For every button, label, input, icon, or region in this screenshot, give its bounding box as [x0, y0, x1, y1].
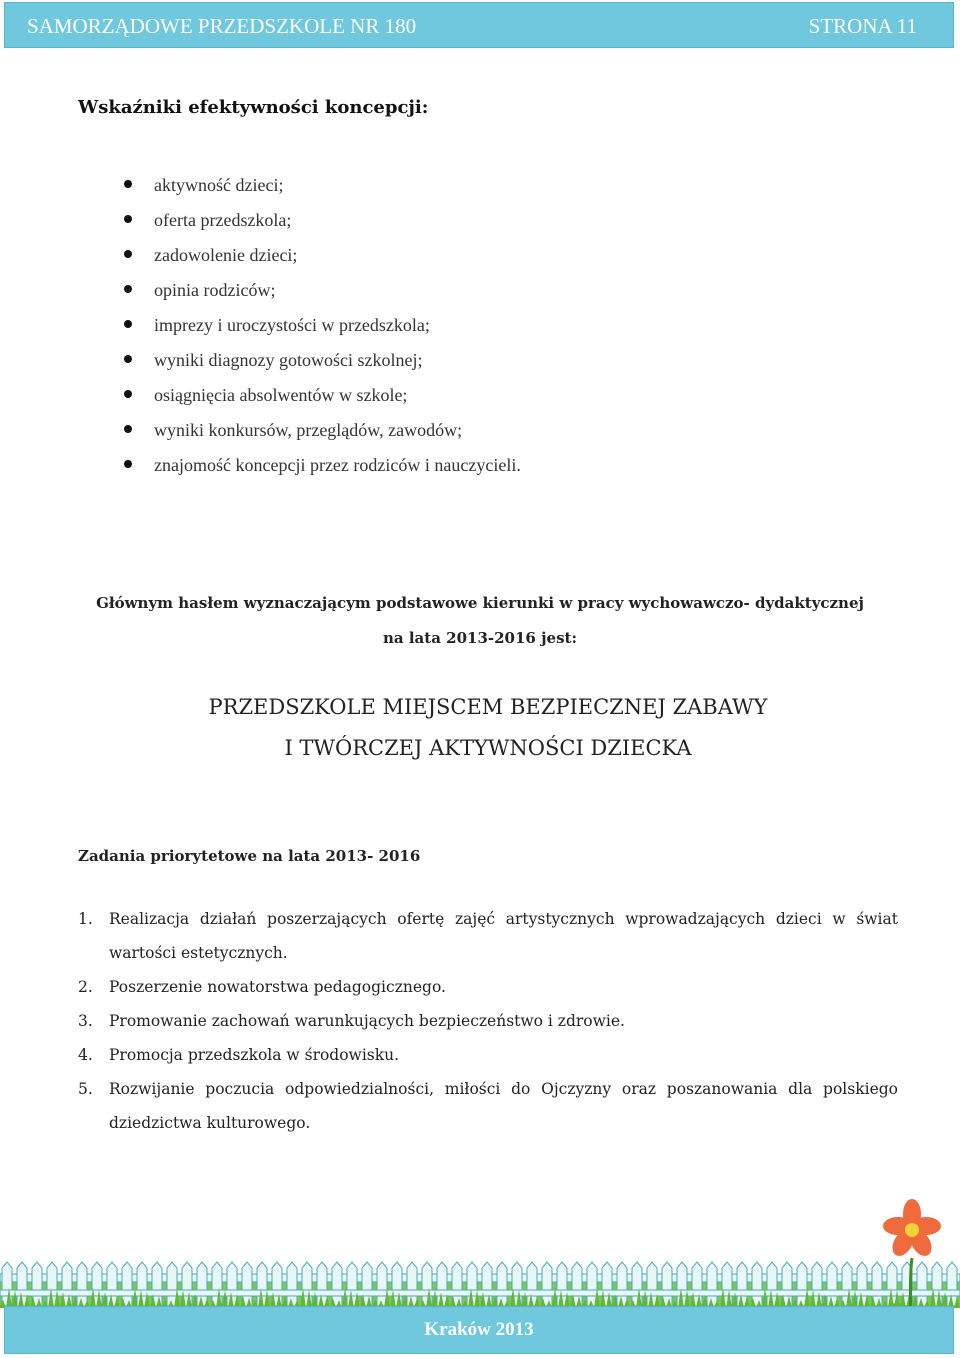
- tasks-list: [78, 902, 898, 1140]
- bullet-icon: [124, 355, 132, 363]
- list-item: 3. Promowanie zachowań warunkujących bezpieczeństwo i zdrowie.: [78, 1012, 625, 1030]
- indicators-title: Wskaźniki efektywności koncepcji:: [78, 97, 429, 118]
- bullet-icon: [124, 250, 132, 258]
- motto-line1: PRZEDSZKOLE MIEJSCEM BEZPIECZNEJ ZABAWY: [208, 695, 768, 719]
- list-item: 4. Promocja przedszkola w środowisku.: [78, 1046, 400, 1064]
- list-item: oferta przedszkola;: [124, 205, 521, 240]
- school-name: SAMORZĄDOWE PRZEDSZKOLE NR 180: [27, 14, 417, 38]
- bullet-icon: [124, 390, 132, 398]
- list-item: wyniki diagnozy gotowości szkolnej;: [124, 345, 521, 380]
- indicators-list: [124, 170, 521, 485]
- list-item: 5. Rozwijanie poczucia odpowiedzialności, miłości do Ojczyzny oraz poszanowania dla polskiego dziedzictwa kulturowego.: [78, 1080, 898, 1132]
- bullet-icon: [124, 285, 132, 293]
- tasks-title: Zadania priorytetowe na lata 2013- 2016: [78, 847, 421, 865]
- bullet-icon: [124, 460, 132, 468]
- list-item: 1. Realizacja działań poszerzających ofertę zajęć artystycznych wprowadzających dzieci w świat wartości estetycznych.: [78, 910, 898, 962]
- motto-line2: I TWÓRCZEJ AKTYWNOŚCI DZIECKA: [284, 736, 692, 760]
- list-item: imprezy i uroczystości w przedszkola;: [124, 310, 521, 345]
- bullet-icon: [124, 215, 132, 223]
- page-footer: [4, 1306, 954, 1354]
- motto-intro-line1: Głównym hasłem wyznaczającym podstawowe kierunki w pracy wychowawczo- dydaktycznej: [96, 594, 864, 612]
- list-item: zadowolenie dzieci;: [124, 240, 521, 275]
- list-item: osiągnięcia absolwentów w szkole;: [124, 380, 521, 415]
- list-item: znajomość koncepcji przez rodziców i nauczycieli.: [124, 450, 521, 485]
- page-number: STRONA 11: [808, 14, 917, 38]
- footer-text: Kraków 2013: [424, 1319, 534, 1340]
- page-header: [4, 2, 954, 48]
- bullet-icon: [124, 425, 132, 433]
- bullet-icon: [124, 180, 132, 188]
- list-item: aktywność dzieci;: [124, 170, 521, 205]
- bullet-icon: [124, 320, 132, 328]
- list-item: opinia rodziców;: [124, 275, 521, 310]
- list-item: 2. Poszerzenie nowatorstwa pedagogicznego.: [78, 978, 446, 996]
- motto-intro-line2: na lata 2013-2016 jest:: [383, 629, 577, 647]
- list-item: wyniki konkursów, przeglądów, zawodów;: [124, 415, 521, 450]
